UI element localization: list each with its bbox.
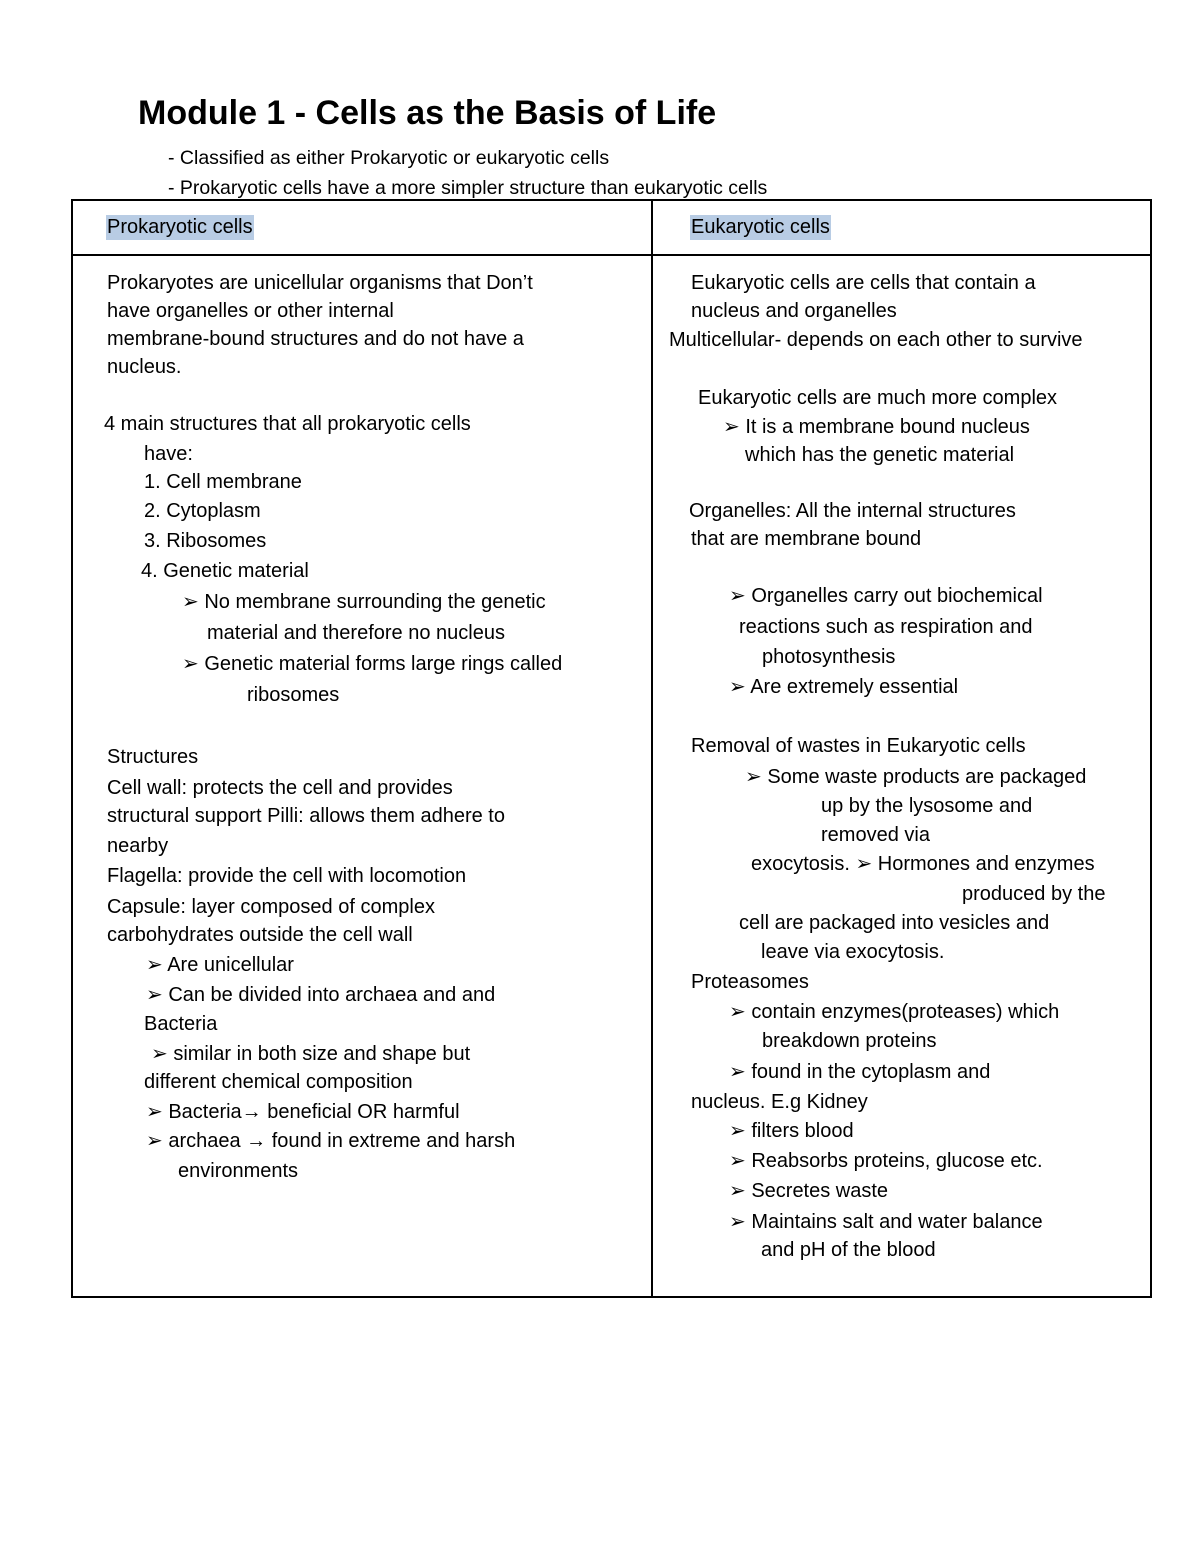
text-line: leave via exocytosis.	[761, 941, 945, 963]
text-line: exocytosis. ➢ Hormones and enzymes	[751, 853, 1095, 875]
text-line: Eukaryotic cells are cells that contain a	[691, 272, 1036, 294]
text-line: Structures	[107, 746, 199, 768]
table-border-right	[1150, 199, 1152, 1298]
text-line: Capsule: layer composed of complex	[107, 896, 435, 918]
text-line: Organelles: All the internal structures	[689, 500, 1016, 522]
text-line: nucleus.	[107, 356, 182, 378]
text-line: ➢ found in the cytoplasm and	[729, 1061, 991, 1083]
text-line: different chemical composition	[144, 1071, 413, 1093]
text-line: 2. Cytoplasm	[144, 500, 261, 522]
text-line: ➢ Genetic material forms large rings called	[182, 653, 563, 675]
intro-line: - Classified as either Prokaryotic or eukaryotic cells	[168, 147, 610, 169]
text-line: have:	[144, 443, 193, 465]
text-line: ➢ Reabsorbs proteins, glucose etc.	[729, 1150, 1043, 1172]
text-line: Multicellular- depends on each other to survive	[669, 329, 1083, 351]
text-line: ➢ No membrane surrounding the genetic	[182, 591, 546, 613]
text-line: Cell wall: protects the cell and provides	[107, 777, 453, 799]
text-line: ➢ Organelles carry out biochemical	[729, 585, 1043, 607]
text-line: Eukaryotic cells are much more complex	[698, 387, 1058, 409]
header-prokaryotic: Prokaryotic cells	[107, 216, 253, 238]
comparison-table	[71, 199, 1152, 1298]
text-line: carbohydrates outside the cell wall	[107, 924, 413, 946]
text-line: ➢ Some waste products are packaged	[745, 766, 1087, 788]
text-line: 1. Cell membrane	[144, 471, 302, 493]
text-line: ➢ similar in both size and shape but	[151, 1043, 471, 1065]
text-line: 4. Genetic material	[141, 560, 309, 582]
text-line: ➢ Secretes waste	[729, 1180, 889, 1202]
text-line: which has the genetic material	[745, 444, 1015, 466]
text-line: that are membrane bound	[691, 528, 922, 550]
text-line: Prokaryotes are unicellular organisms that Don’t	[107, 272, 533, 294]
text-line: membrane-bound structures and do not have a	[107, 328, 524, 350]
text-line: structural support Pilli: allows them adhere to	[107, 805, 505, 827]
text-line: produced by the	[962, 883, 1106, 905]
text-line: ➢ It is a membrane bound nucleus	[723, 416, 1030, 438]
table-border-bottom	[71, 1296, 1152, 1298]
text-line: Bacteria	[144, 1013, 218, 1035]
text-line: up by the lysosome and	[821, 795, 1033, 817]
text-line: ➢ archaea → found in extreme and harsh	[146, 1130, 516, 1152]
intro-line: - Prokaryotic cells have a more simpler structure than eukaryotic cells	[168, 177, 768, 199]
text-line: 3. Ribosomes	[144, 530, 267, 552]
text-line: ➢ contain enzymes(proteases) which	[729, 1001, 1060, 1023]
text-line: Proteasomes	[691, 971, 809, 993]
table-border-left	[71, 199, 73, 1298]
text-line: ➢ Are unicellular	[146, 954, 294, 976]
text-line: Removal of wastes in Eukaryotic cells	[691, 735, 1026, 757]
text-line: Flagella: provide the cell with locomotion	[107, 865, 467, 887]
table-header-divider	[71, 254, 1152, 256]
text-line: nucleus and organelles	[691, 300, 897, 322]
text-line: nearby	[107, 835, 169, 857]
text-line: environments	[178, 1160, 299, 1182]
text-line: cell are packaged into vesicles and	[739, 912, 1050, 934]
text-line: material and therefore no nucleus	[207, 622, 505, 644]
text-line: photosynthesis	[762, 646, 896, 668]
text-line: have organelles or other internal	[107, 300, 394, 322]
text-line: nucleus. E.g Kidney	[691, 1091, 868, 1113]
table-column-divider	[651, 199, 653, 1298]
text-line: 4 main structures that all prokaryotic cells	[104, 413, 471, 435]
text-line: ➢ Bacteria→ beneficial OR harmful	[146, 1101, 460, 1123]
text-line: ➢ filters blood	[729, 1120, 854, 1142]
text-line: and pH of the blood	[761, 1239, 936, 1261]
text-line: removed via	[821, 824, 930, 846]
table-border-top	[71, 199, 1152, 201]
text-line: ribosomes	[247, 684, 340, 706]
text-line: reactions such as respiration and	[739, 616, 1033, 638]
text-line: ➢ Maintains salt and water balance	[729, 1211, 1043, 1233]
page-title: Module 1 - Cells as the Basis of Life	[138, 94, 717, 132]
text-line: breakdown proteins	[762, 1030, 937, 1052]
header-eukaryotic: Eukaryotic cells	[691, 216, 830, 238]
text-line: ➢ Are extremely essential	[729, 676, 959, 698]
text-line: ➢ Can be divided into archaea and and	[146, 984, 496, 1006]
